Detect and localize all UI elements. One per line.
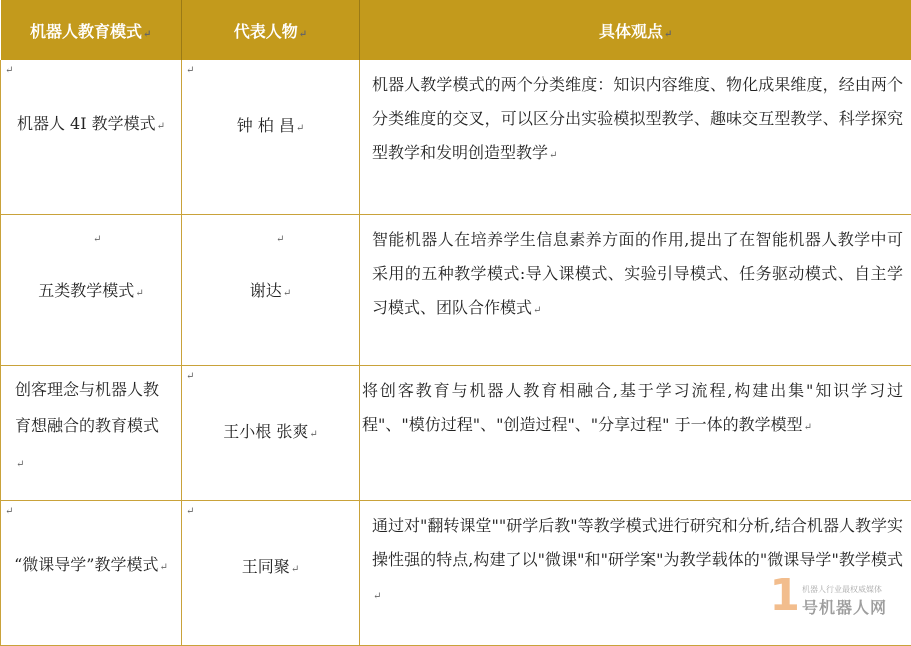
table-row	[1, 214, 911, 365]
mode-cell	[1, 60, 182, 214]
watermark-logo	[769, 570, 887, 621]
paragraph-mark-icon: ↵	[93, 233, 102, 245]
paragraph-mark-icon: ↵	[186, 370, 195, 382]
mode-text: 五类教学模式↵	[38, 280, 144, 300]
mode-text: 创客理念与机器人教育想融合的教育模式↵	[15, 379, 160, 470]
paragraph-mark-icon: ↵	[276, 233, 285, 245]
logo-tagline: 机器人行业最权威媒体	[801, 585, 882, 594]
header-mode: 机器人教育模式↵	[1, 0, 182, 60]
person-text: 王同聚↵	[241, 556, 300, 576]
mode-cell	[1, 214, 182, 365]
view-cell	[360, 60, 911, 214]
view-text: 智能机器人在培养学生信息素养方面的作用,提出了在智能机器人教学中可采用的五种教学模式:导入课模式、实验引导模式、任务驱动模式、自主学习模式、团队合作模式↵	[372, 229, 903, 317]
logo-name: 号机器人网	[801, 598, 887, 617]
paragraph-mark-icon: ↵	[186, 505, 195, 517]
header-person: 代表人物↵	[182, 0, 360, 60]
view-text: 将创客教育与机器人教育相融合,基于学习流程,构建出集"知识学习过程"、"模仿过程"、"创造过程"、"分享过程" 于一体的教学模型↵	[362, 380, 903, 434]
mode-text: 机器人 4I 教学模式↵	[16, 114, 166, 133]
paragraph-mark-icon: ↵	[5, 65, 14, 76]
person-cell	[182, 60, 360, 214]
view-text: 机器人教学模式的两个分类维度：知识内容维度、物化成果维度，经由两个分类维度的交叉，可以区分出实验模拟型教学、趣味交互型教学、科学探究型教学和发明创造型教学↵	[372, 75, 903, 162]
mode-text: “微课导学”教学模式↵	[14, 554, 168, 574]
person-text: 谢达↵	[249, 280, 292, 300]
person-text: 王小根 张爽↵	[223, 421, 318, 441]
person-cell	[182, 214, 360, 365]
view-cell	[360, 214, 911, 365]
table-row	[1, 365, 911, 500]
view-cell	[360, 500, 911, 645]
table-header-row	[1, 0, 911, 60]
paragraph-mark-icon: ↵	[5, 505, 14, 517]
view-cell	[360, 365, 911, 500]
logo-number: 1	[769, 570, 800, 621]
mode-cell	[1, 365, 182, 500]
view-text: 通过对"翻转课堂""研学后教"等教学模式进行研究和分析,结合机器人教学实操性强的特点,构建了以"微课"和"研学案"为教学载体的"微课导学"教学模式↵	[372, 515, 903, 602]
table-row	[1, 60, 911, 214]
header-view: 具体观点↵	[360, 0, 911, 60]
person-text: 钟 柏 昌↵	[236, 116, 305, 135]
mode-cell	[1, 500, 182, 645]
person-cell	[182, 365, 360, 500]
paragraph-mark-icon: ↵	[186, 65, 195, 76]
person-cell	[182, 500, 360, 645]
